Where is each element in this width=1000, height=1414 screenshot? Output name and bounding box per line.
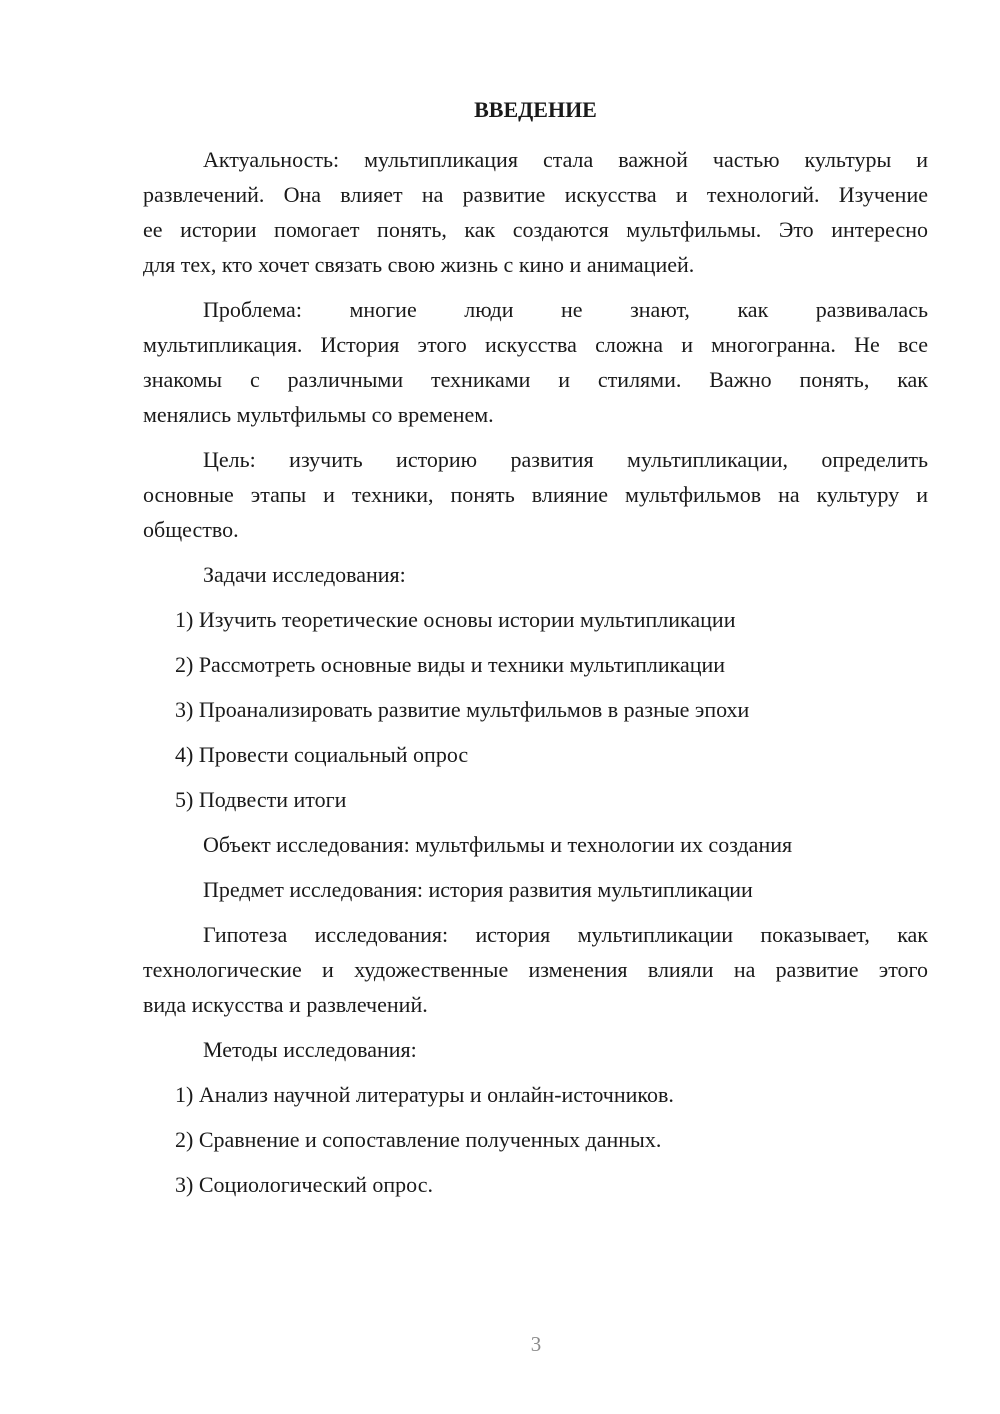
text-line: развлечений. Она влияет на развитие искусства и технологий. Изучение (143, 182, 928, 207)
paragraph (143, 442, 928, 547)
paragraph (143, 1032, 928, 1067)
text-line: для тех, кто хочет связать свою жизнь с кино и анимацией. (143, 252, 695, 277)
text-line: Цель: изучить историю развития мультипликации, определить (203, 447, 928, 472)
list-item (143, 1167, 928, 1202)
text-line: 2) Рассмотреть основные виды и техники мультипликации (175, 652, 726, 677)
paragraph (143, 557, 928, 592)
text-line: Гипотеза исследования: история мультипликации показывает, как (203, 922, 928, 947)
list-item (143, 737, 928, 772)
list-item (143, 1077, 928, 1112)
text-line: 3) Социологический опрос. (175, 1172, 433, 1197)
text-line: общество. (143, 517, 239, 542)
text-line: знакомы с различными техниками и стилями. Важно понять, как (143, 367, 928, 392)
paragraph (143, 917, 928, 1022)
list-item (143, 1122, 928, 1157)
text-line: Задачи исследования: (203, 562, 406, 587)
text-line: 2) Сравнение и сопоставление полученных данных. (175, 1127, 662, 1152)
page-number: 3 (530, 1332, 542, 1356)
paragraph (143, 872, 928, 907)
text-line: 1) Анализ научной литературы и онлайн-источников. (175, 1082, 674, 1107)
text-line: Проблема: многие люди не знают, как развивалась (203, 297, 928, 322)
list-item (143, 647, 928, 682)
paragraph (143, 827, 928, 862)
section-title: ВВЕДЕНИЕ (474, 97, 597, 122)
text-line: мультипликация. История этого искусства сложна и многогранна. Не все (143, 332, 928, 357)
text-line: 4) Провести социальный опрос (175, 742, 469, 767)
list-item (143, 782, 928, 817)
text-line: 5) Подвести итоги (175, 787, 347, 812)
document-body (143, 142, 928, 1202)
text-line: ее истории помогает понять, как создаются мультфильмы. Это интересно (143, 217, 928, 242)
text-line: 3) Проанализировать развитие мультфильмов в разные эпохи (175, 697, 750, 722)
list-item (143, 692, 928, 727)
text-line: Методы исследования: (203, 1037, 417, 1062)
list-item (143, 602, 928, 637)
text-line: 1) Изучить теоретические основы истории мультипликации (175, 607, 736, 632)
text-line: вида искусства и развлечений. (143, 992, 428, 1017)
text-line: Актуальность: мультипликация стала важной частью культуры и (203, 147, 928, 172)
text-line: Предмет исследования: история развития мультипликации (203, 877, 753, 902)
paragraph (143, 142, 928, 282)
text-line: менялись мультфильмы со временем. (143, 402, 494, 427)
paragraph (143, 292, 928, 432)
text-line: Объект исследования: мультфильмы и технологии их создания (203, 832, 793, 857)
text-line: основные этапы и техники, понять влияние мультфильмов на культуру и (143, 482, 928, 507)
text-line: технологические и художественные изменения влияли на развитие этого (143, 957, 928, 982)
document-page (143, 92, 928, 1202)
